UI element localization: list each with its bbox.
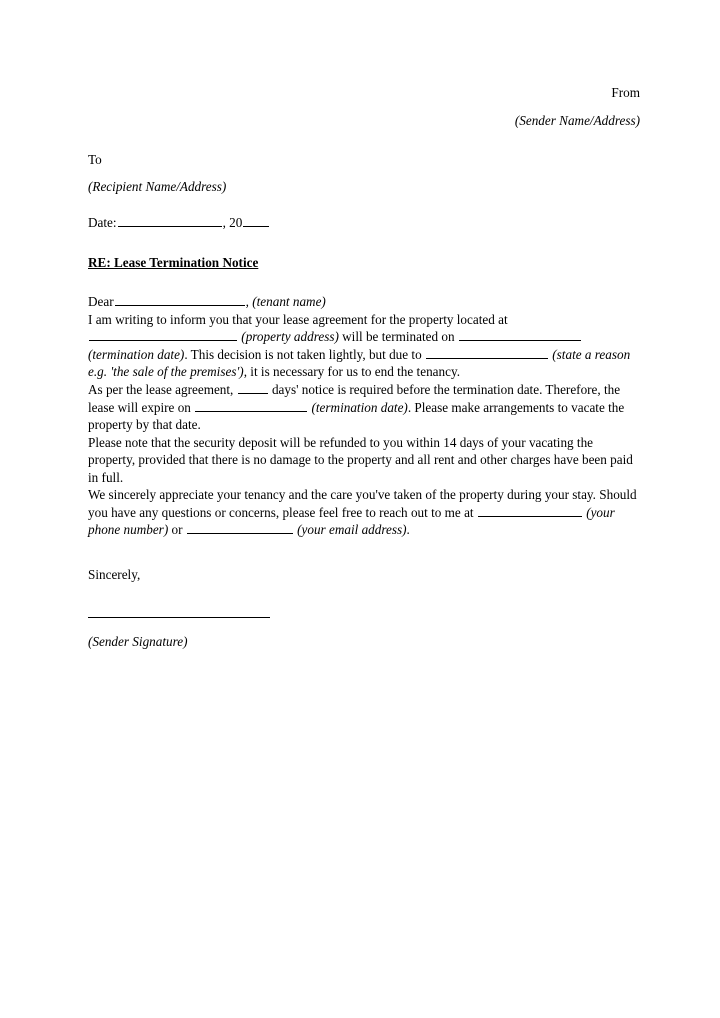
email-address-field[interactable] [187,522,293,534]
paragraph-closing-appreciation [88,486,640,539]
p4-hint-phone: (your phone number) [88,504,615,538]
p1-text-5: . This decision is not taken lightly, but due to [184,346,422,362]
salutation-prefix: Dear [88,294,114,310]
letter-body [88,84,640,651]
p1-text-1: I am writing to inform you that your lease agreement for the property located at [88,311,508,327]
property-address-field[interactable] [89,329,237,341]
salutation-suffix: , (tenant name) [245,294,326,310]
paragraph-security-deposit [88,434,640,487]
p2-hint-termination-date: (termination date) [311,399,408,415]
p1-text-3: will be terminated on [342,329,455,345]
sender-block [88,84,640,129]
p2-text-4: . Please make arrangements to vacate the property by that date. [88,399,625,433]
recipient-caption: (Recipient Name/Address) [88,178,227,194]
date-field[interactable] [118,215,222,227]
p2-text-1: As per the lease agreement, [88,382,234,398]
phone-number-field[interactable] [478,505,582,517]
p1-hint-property-address: (property address) [241,329,339,345]
paragraph-termination-intro [88,311,640,381]
p4-text-3: or [171,522,183,538]
p4-text-5: . [406,522,410,538]
p3-text-1: Please note that the security deposit will be refunded to you within 14 days of your vacating the property, provided that there is no damage to the property and all rent and other charges have been paid in full. [88,434,633,485]
date-label: Date: [88,215,117,231]
p2-text-2: days' notice is required before the termination date. Therefore, the lease will expire on [88,382,621,415]
p1-text-7: , it is necessary for us to end the tenancy. [243,364,460,380]
reason-field[interactable] [426,347,548,359]
recipient-block [88,151,640,195]
notice-days-field[interactable] [238,382,268,394]
date-line [88,214,640,232]
closing-line: Sincerely, [88,566,141,582]
signature-caption: (Sender Signature) [88,634,188,650]
salutation-line [88,293,640,311]
date-year-separator: , 20 [222,215,243,231]
from-label: From [611,85,640,100]
year-field[interactable] [243,215,269,227]
signature-line[interactable] [88,617,270,618]
to-label: To [88,152,102,168]
expiry-date-field[interactable] [195,399,307,411]
termination-date-field[interactable] [459,329,581,341]
p1-hint-reason: (state a reason e.g. 'the sale of the premises') [88,346,631,380]
p4-text-1: We sincerely appreciate your tenancy and the care you've taken of the property during your stay. Should you have any questions or concerns, please feel free to reach out to me at [88,487,637,520]
p1-hint-termination-date: (termination date) [88,346,185,362]
paragraph-notice-period [88,381,640,434]
sender-caption: (Sender Name/Address) [514,112,640,128]
tenant-name-field[interactable] [115,294,245,306]
subject-line: RE: Lease Termination Notice [88,254,259,270]
p4-hint-email: (your email address) [297,522,407,538]
